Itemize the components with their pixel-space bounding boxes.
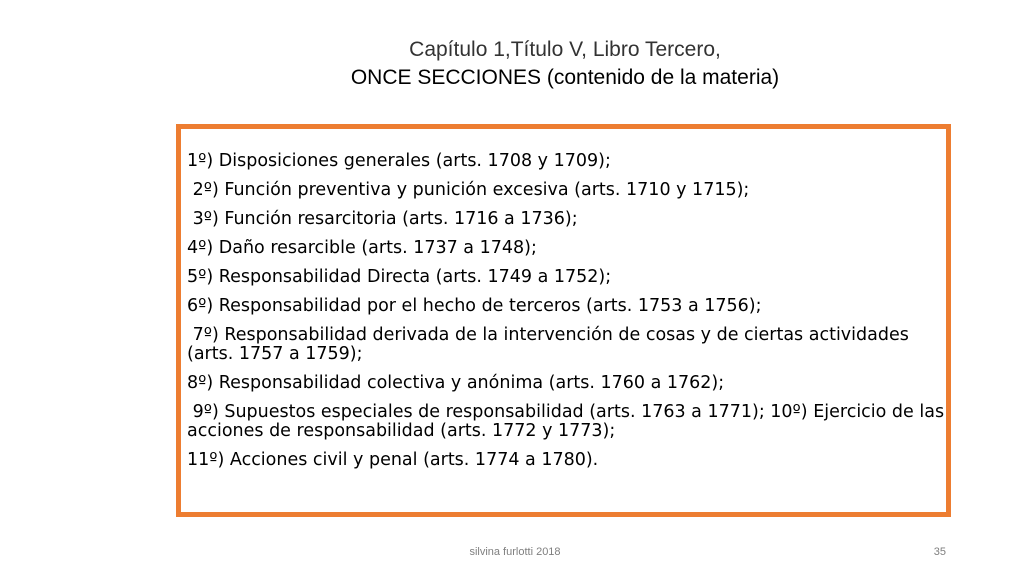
list-item: 8º) Responsabilidad colectiva y anónima (arts. 1760 a 1762); <box>187 373 725 393</box>
section-list <box>187 151 950 480</box>
list-item: 11º) Acciones civil y penal (arts. 1774 a 1780). <box>187 450 599 470</box>
list-item: 7º) Responsabilidad derivada de la intervención de cosas y de ciertas actividades (arts. 1757 a 1759); <box>187 325 915 364</box>
list-item: 2º) Función preventiva y punición excesiva (arts. 1710 y 1715); <box>187 180 750 200</box>
footer-author: silvina furlotti 2018 <box>469 546 561 558</box>
list-item: 9º) Supuestos especiales de responsabilidad (arts. 1763 a 1771); 10º) Ejercicio de las acciones de responsabilidad (arts. 1772 y 1773); <box>187 402 950 441</box>
page-number: 35 <box>933 546 946 558</box>
list-item: 6º) Responsabilidad por el hecho de terceros (arts. 1753 a 1756); <box>187 296 762 316</box>
slide-title-line1: Capítulo 1,Título V, Libro Tercero, <box>409 38 721 61</box>
list-item: 3º) Función resarcitoria (arts. 1716 a 1736); <box>187 209 578 229</box>
slide-title <box>200 36 930 92</box>
slide-title-line2: ONCE SECCIONES (contenido de la materia) <box>350 66 780 89</box>
list-item: 4º) Daño resarcible (arts. 1737 a 1748); <box>187 238 537 258</box>
list-item: 5º) Responsabilidad Directa (arts. 1749 a 1752); <box>187 267 612 287</box>
list-item: 1º) Disposiciones generales (arts. 1708 y 1709); <box>187 151 611 171</box>
